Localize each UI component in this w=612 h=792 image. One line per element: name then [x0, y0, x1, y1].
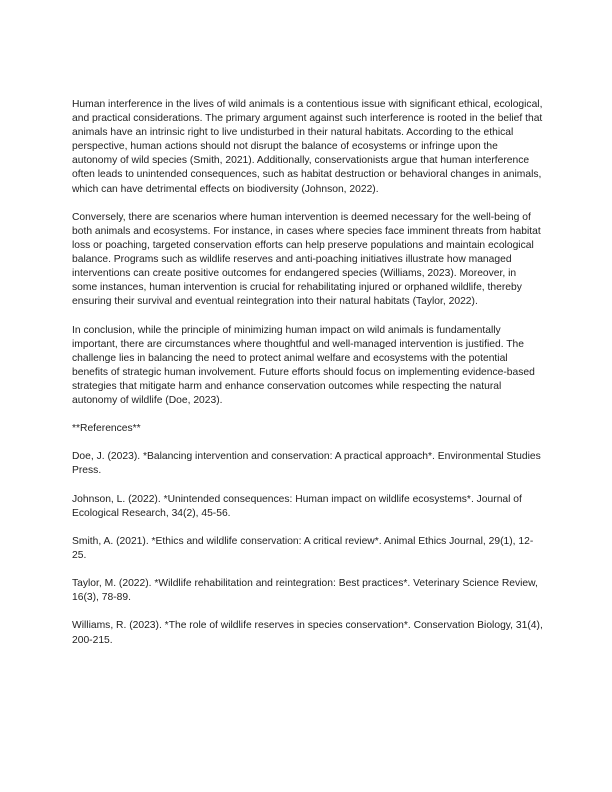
reference-entry: Williams, R. (2023). *The role of wildlife reserves in species conservation*. Conservation Biology, 31(4), 200-215. [72, 620, 543, 646]
reference-entry: Taylor, M. (2022). *Wildlife rehabilitation and reintegration: Best practices*. Veterinary Science Review, 16(3), 78-89. [72, 578, 538, 604]
body-paragraph: Human interference in the lives of wild animals is a contentious issue with significant ethical, ecological, and practical considerations. The primary argument against such interference is rooted in the belief that animals have an intrinsic right to live undisturbed in their natural habitats. According to the ethical perspective, human actions should not disrupt the balance of ecosystems or infringe upon the autonomy of wild species (Smith, 2021). Additionally, conservationists argue that human interference often leads to unintended consequences, such as habitat destruction or behavioral changes in animals, which can have detrimental effects on biodiversity (Johnson, 2022). [72, 99, 543, 195]
document-body [72, 98, 544, 662]
reference-entry: Johnson, L. (2022). *Unintended consequences: Human impact on wildlife ecosystems*. Journal of Ecological Research, 34(2), 45-56. [72, 493, 522, 519]
reference-entry: Doe, J. (2023). *Balancing intervention and conservation: A practical approach*. Environmental Studies Press. [72, 451, 541, 477]
body-paragraph: Conversely, there are scenarios where human intervention is deemed necessary for the well-being of both animals and ecosystems. For instance, in cases where species face imminent threats from habitat loss or poaching, targeted conservation efforts can help preserve populations and maintain ecological balance. Programs such as wildlife reserves and anti-poaching initiatives illustrate how managed interventions can create positive outcomes for endangered species (Williams, 2023). Moreover, in some instances, human intervention is crucial for rehabilitating injured or orphaned wildlife, thereby ensuring their survival and eventual reintegration into their natural habitats (Taylor, 2022). [72, 211, 541, 308]
reference-entry: Smith, A. (2021). *Ethics and wildlife conservation: A critical review*. Animal Ethics Journal, 29(1), 12-25. [72, 535, 534, 561]
references-heading: **References** [72, 423, 141, 435]
body-paragraph: In conclusion, while the principle of minimizing human impact on wild animals is fundamentally important, there are circumstances where thoughtful and well-managed intervention is justified. The challenge lies in balancing the need to protect animal welfare and ecosystems with the potential benefits of strategic human involvement. Future efforts should focus on implementing evidence-based strategies that mitigate harm and enhance conservation outcomes while respecting the natural autonomy of wildlife (Doe, 2023). [72, 324, 535, 406]
